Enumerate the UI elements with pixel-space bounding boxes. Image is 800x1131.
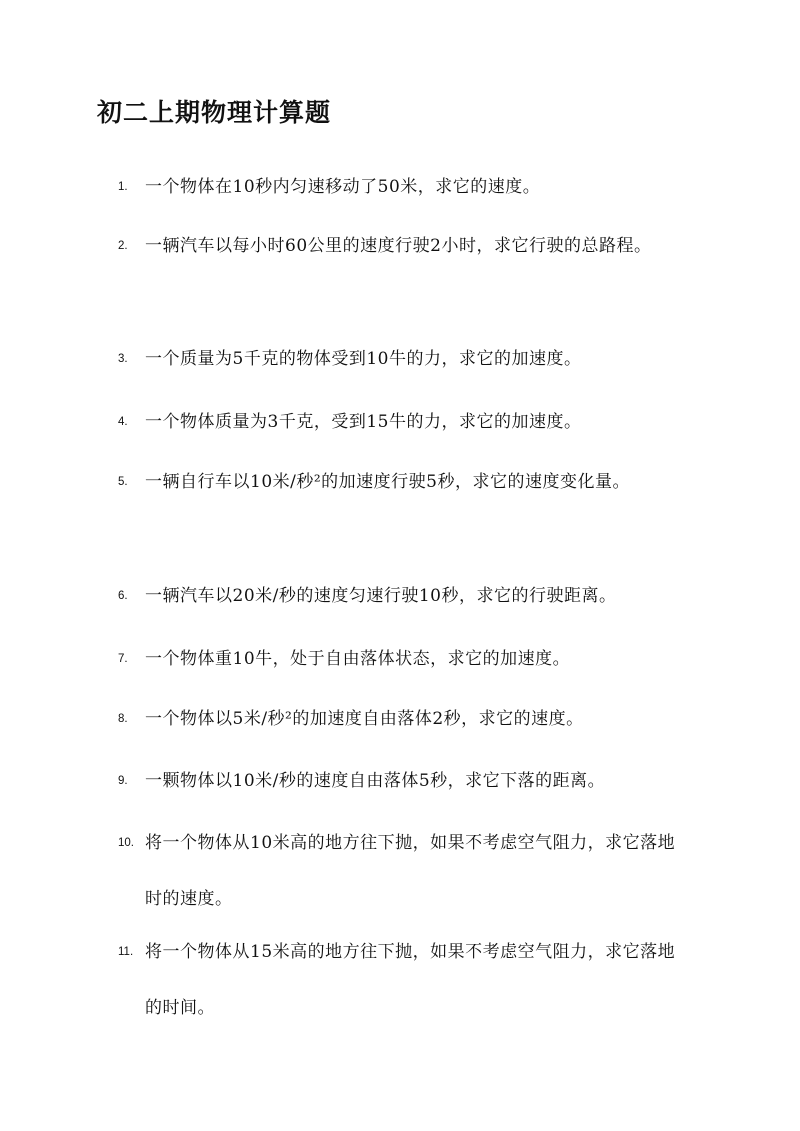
question-number: 3. [118,353,128,365]
question-item [118,472,718,510]
question-text: 将一个物体从15米高的地方往下抛，如果不考虑空气阻力，求它落地的时间。 [145,942,676,1018]
question-number: 1. [118,181,128,193]
question-item [118,586,718,624]
page-title: 初二上期物理计算题 [97,98,332,127]
question-number: 5. [118,476,128,488]
question-number: 11. [118,946,134,958]
question-text: 一辆自行车以10米/秒²的加速度行驶5秒，求它的速度变化量。 [145,472,630,492]
question-item [118,833,718,927]
question-number: 9. [118,775,128,787]
question-number: 4. [118,416,128,428]
question-text: 将一个物体从10米高的地方往下抛，如果不考虑空气阻力，求它落地时的速度。 [145,833,676,909]
question-text: 一颗物体以10米/秒的速度自由落体5秒，求它下落的距离。 [145,771,606,791]
question-number: 8. [118,713,128,725]
question-text: 一辆汽车以20米/秒的速度匀速行驶10秒，求它的行驶距离。 [145,586,617,606]
question-item [118,942,718,1036]
question-number: 6. [118,590,128,602]
question-item [118,349,718,387]
question-item [118,412,718,450]
question-item [118,177,718,215]
question-text: 一辆汽车以每小时60公里的速度行驶2小时，求它行驶的总路程。 [145,236,652,256]
question-item [118,771,718,809]
question-text: 一个质量为5千克的物体受到10牛的力，求它的加速度。 [145,349,582,369]
question-number: 2. [118,240,128,252]
question-item [118,649,718,687]
question-item [118,709,718,747]
question-item [118,236,718,274]
question-text: 一个物体重10牛，处于自由落体状态，求它的加速度。 [145,649,571,669]
question-text: 一个物体以5米/秒²的加速度自由落体2秒，求它的速度。 [145,709,584,729]
question-text: 一个物体质量为3千克，受到15牛的力，求它的加速度。 [145,412,582,432]
question-text: 一个物体在10秒内匀速移动了50米，求它的速度。 [145,177,541,197]
question-number: 10. [118,837,134,849]
question-number: 7. [118,653,128,665]
